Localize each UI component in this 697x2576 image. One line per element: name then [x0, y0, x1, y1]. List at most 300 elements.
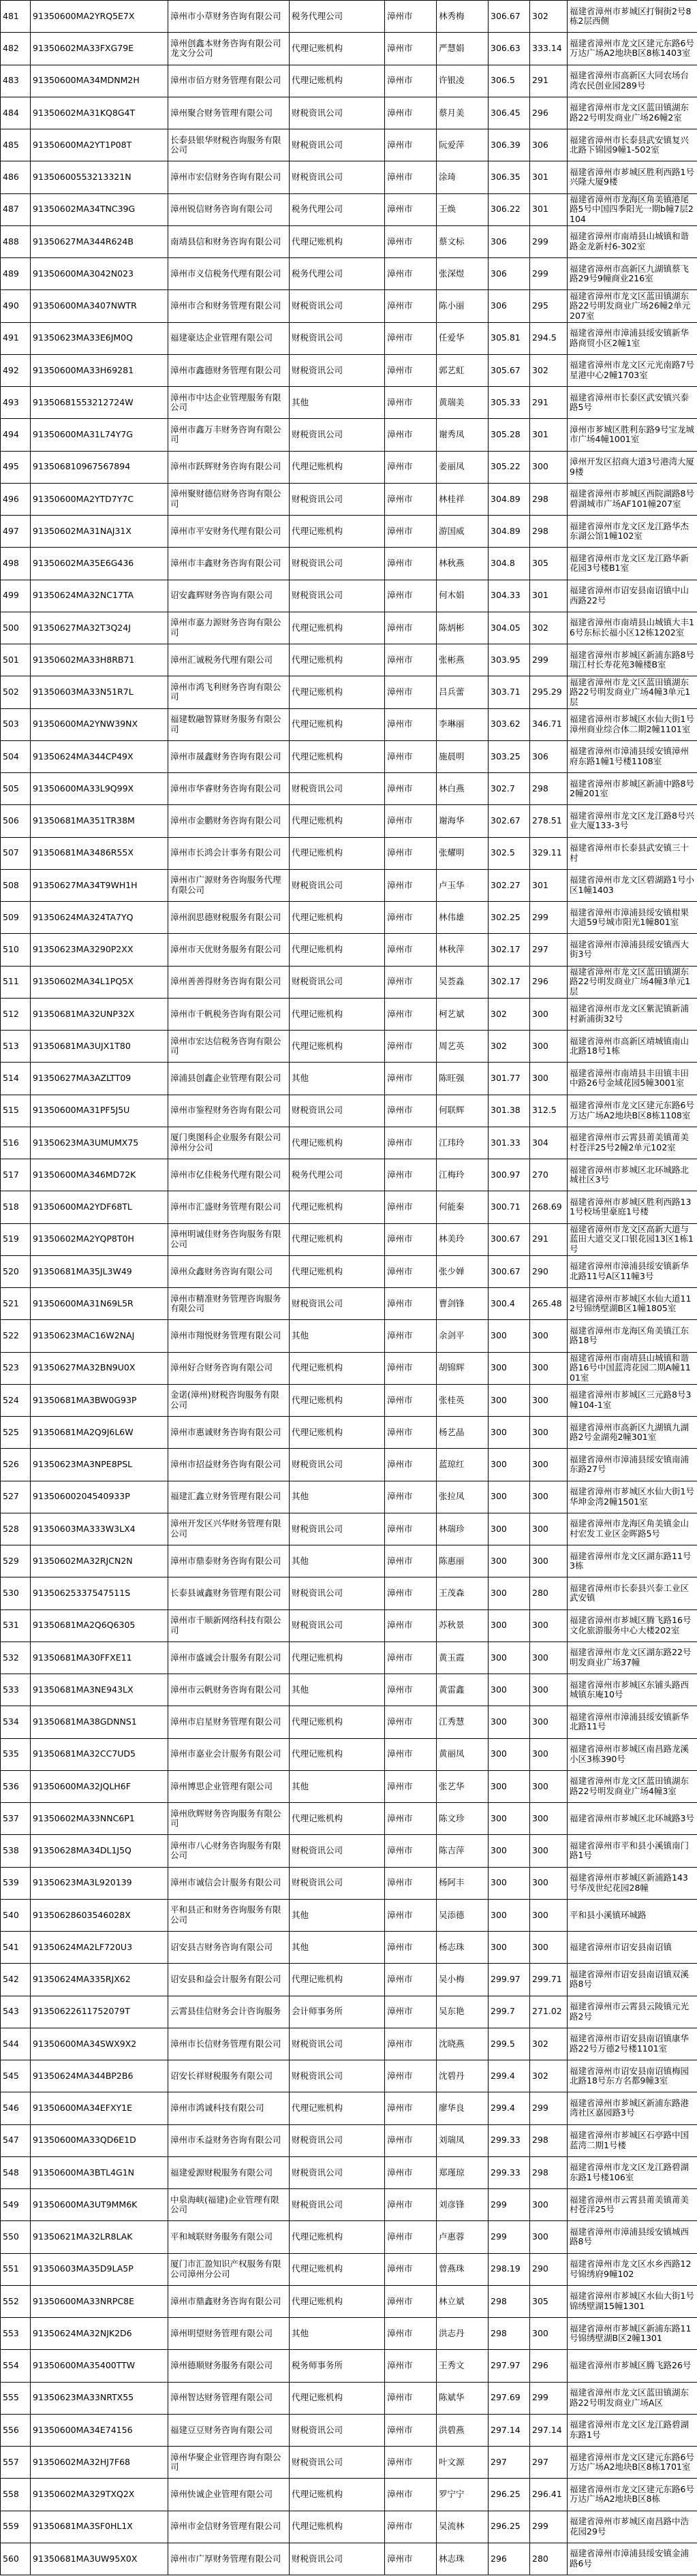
- city-text: 漳州市: [387, 1813, 413, 1823]
- score-text: 297: [491, 2457, 507, 2467]
- cell-contact-person: [437, 2543, 489, 2575]
- company-name-text: 诏安县和益会计服务有限公司: [170, 1975, 281, 1985]
- credit-code-text: 91350600MA34MDNM2H: [33, 76, 140, 86]
- address-text: 福建省漳州市云霄县莆美镇莆美村苍洋25号: [570, 2195, 690, 2215]
- score-text: 299.97: [491, 1975, 521, 1985]
- contact-person-text: 吴小梅: [439, 1975, 465, 1985]
- cell-score: [489, 612, 530, 644]
- cell-company-name: [168, 1223, 290, 1255]
- company-name-text: 漳州市嘉力源财务咨询有限公司: [170, 618, 281, 638]
- city-text: 漳州市: [387, 2232, 413, 2242]
- index-text: 546: [3, 2103, 19, 2114]
- index-text: 521: [3, 1298, 19, 1308]
- cell-score: [489, 2253, 530, 2285]
- cell-agency-type: [290, 1706, 385, 1738]
- cell-agency-type: [290, 1577, 385, 1609]
- cell-value: [530, 837, 568, 869]
- cell-city: [385, 1288, 437, 1320]
- cell-value: [530, 1964, 568, 1996]
- agency-type-text: 财税资讯公司: [292, 2167, 343, 2178]
- city-text: 漳州市: [387, 2264, 413, 2274]
- agency-type-text: 代理记账机构: [292, 2296, 343, 2306]
- table-row: [1, 1770, 697, 1802]
- contact-person-text: 曾燕珠: [439, 2264, 465, 2274]
- score-text: 300.97: [491, 1169, 521, 1180]
- score-text: 302.7: [491, 783, 515, 794]
- cell-address: [568, 837, 697, 869]
- cell-score: [489, 1384, 530, 1416]
- cell-address: [568, 1642, 697, 1674]
- contact-person-text: 江梅玲: [439, 1169, 465, 1180]
- cell-agency-type: [290, 2221, 385, 2253]
- address-text: 福建省漳州市高新区靖城镇南山北路18号1栋: [570, 1036, 690, 1056]
- cell-score: [489, 2543, 530, 2575]
- score-text: 302.25: [491, 912, 521, 922]
- cell-address: [568, 1352, 697, 1384]
- cell-company-name: [168, 33, 290, 65]
- company-name-text: 漳州欣辉财务咨询服务有限公司: [170, 1808, 281, 1829]
- contact-person-text: 陈小丽: [439, 301, 465, 311]
- credit-code-text: 91350681MA3BW0G93P: [33, 1395, 137, 1405]
- agency-type-text: 财税资讯公司: [292, 2425, 343, 2435]
- table-row: [1, 1706, 697, 1738]
- address-text: 福建省漳州市漳浦县绥安镇新华北路11号: [570, 1712, 690, 1732]
- table-row: [1, 580, 697, 612]
- credit-code-text: 91350625337547511S: [33, 1588, 131, 1599]
- index-text: 532: [3, 1652, 19, 1663]
- cell-contact-person: [437, 1609, 489, 1642]
- cell-company-name: [168, 902, 290, 934]
- credit-code-text: 91350603MA33N51R7L: [33, 687, 134, 697]
- cell-credit-code: [31, 1609, 168, 1642]
- cell-value: [530, 2124, 568, 2156]
- cell-company-name: [168, 2543, 290, 2575]
- cell-company-name: [168, 1513, 290, 1545]
- address-text: 福建省漳州市龙海区角美镇江东路18号: [570, 1325, 690, 1346]
- agency-type-text: 代理记账机构: [292, 945, 343, 955]
- index-text: 494: [3, 430, 19, 440]
- cell-agency-type: [290, 1352, 385, 1384]
- cell-score: [489, 1545, 530, 1577]
- address-text: 福建省漳州市芗城区南昌路龙溪小区3栋390号: [570, 1744, 690, 1764]
- cell-contact-person: [437, 2285, 489, 2317]
- cell-score: [489, 483, 530, 515]
- cell-agency-type: [290, 1609, 385, 1642]
- table-row: [1, 483, 697, 515]
- cell-score: [489, 65, 530, 97]
- credit-code-text: 91350623MA33NRTX55: [33, 2393, 134, 2403]
- value-text: 302: [532, 11, 548, 21]
- contact-person-text: 郑瑾琼: [439, 2167, 465, 2178]
- table-row: [1, 2511, 697, 2543]
- index-text: 534: [3, 1717, 19, 1727]
- cell-credit-code: [31, 2221, 168, 2253]
- cell-agency-type: [290, 2414, 385, 2446]
- cell-index: [1, 161, 31, 193]
- cell-score: [489, 2189, 530, 2221]
- table-row: [1, 966, 697, 998]
- cell-company-name: [168, 1481, 290, 1513]
- company-name-text: 漳州市汇盛财务管理有限公司: [170, 1202, 281, 1212]
- cell-contact-person: [437, 483, 489, 515]
- score-text: 300: [491, 1524, 507, 1534]
- table-row: [1, 1417, 697, 1449]
- table-row: [1, 1159, 697, 1191]
- cell-contact-person: [437, 2479, 489, 2511]
- address-text: 福建省漳州市芗城区新浦路143号华茂世纪花园28幢: [570, 1873, 688, 1893]
- cell-agency-type: [290, 451, 385, 483]
- score-text: 304.89: [491, 526, 521, 536]
- cell-city: [385, 1932, 437, 1964]
- city-text: 漳州市: [387, 1524, 413, 1534]
- cell-credit-code: [31, 322, 168, 354]
- cell-address: [568, 1417, 697, 1449]
- cell-address: [568, 1159, 697, 1191]
- table-row: [1, 1223, 697, 1255]
- company-name-text: 漳州市晟鑫财务咨询有限公司: [170, 751, 281, 761]
- agency-type-text: 财税资讯公司: [292, 1460, 343, 1470]
- cell-credit-code: [31, 1996, 168, 2028]
- contact-person-text: 王茂森: [439, 1588, 465, 1599]
- value-text: 300: [532, 1942, 548, 1952]
- city-text: 漳州市: [387, 526, 413, 536]
- cell-agency-type: [290, 2092, 385, 2124]
- city-text: 漳州市: [387, 108, 413, 118]
- cell-score: [489, 1738, 530, 1770]
- cell-contact-person: [437, 708, 489, 740]
- cell-agency-type: [290, 97, 385, 129]
- score-text: 300: [491, 1460, 507, 1470]
- cell-value: [530, 2414, 568, 2446]
- value-text: 299: [532, 236, 548, 247]
- city-text: 漳州市: [387, 2135, 413, 2146]
- value-text: 295.29: [532, 687, 562, 697]
- score-text: 299.7: [491, 2007, 515, 2017]
- cell-city: [385, 676, 437, 708]
- index-text: 549: [3, 2199, 19, 2210]
- cell-index: [1, 966, 31, 998]
- cell-contact-person: [437, 1513, 489, 1545]
- cell-contact-person: [437, 1031, 489, 1063]
- index-text: 554: [3, 2361, 19, 2371]
- cell-company-name: [168, 2350, 290, 2382]
- cell-score: [489, 837, 530, 869]
- address-text: 福建省漳州市芗城区新浦东路港湾社区嘉园路3号: [570, 2098, 690, 2118]
- cell-address: [568, 1964, 697, 1996]
- cell-city: [385, 2253, 437, 2285]
- cell-value: [530, 1095, 568, 1127]
- contact-person-text: 吴添德: [439, 1910, 465, 1920]
- value-text: 298: [532, 2135, 548, 2146]
- agency-type-text: 财税资讯公司: [292, 2039, 343, 2049]
- score-text: 299.33: [491, 2135, 521, 2146]
- city-text: 漳州市: [387, 2039, 413, 2049]
- cell-score: [489, 1674, 530, 1706]
- cell-index: [1, 2318, 31, 2350]
- address-text: 福建省漳州市龙文区蓝田镇湖东路22号明发商业广场4幢3单元1层: [570, 967, 691, 996]
- contact-person-text: 罗宁宁: [439, 2489, 465, 2500]
- contact-person-text: 林秋萍: [439, 945, 465, 955]
- value-text: 300: [532, 1331, 548, 1341]
- cell-index: [1, 740, 31, 772]
- table-row: [1, 1996, 697, 2028]
- cell-credit-code: [31, 1577, 168, 1609]
- cell-city: [385, 644, 437, 676]
- cell-index: [1, 322, 31, 354]
- index-text: 545: [3, 2071, 19, 2081]
- cell-index: [1, 773, 31, 805]
- contact-person-text: 游国威: [439, 526, 465, 536]
- cell-score: [489, 1320, 530, 1352]
- credit-code-text: 91350623MA3290P2XX: [33, 945, 134, 955]
- cell-company-name: [168, 2156, 290, 2188]
- cell-score: [489, 740, 530, 772]
- credit-code-text: 91350681MA3SF0HL1X: [33, 2522, 133, 2532]
- cell-index: [1, 644, 31, 676]
- address-text: 福建省漳州市南靖县山城镇和谐路金龙新村6-302室: [570, 232, 690, 251]
- cell-address: [568, 966, 697, 998]
- cell-city: [385, 2060, 437, 2092]
- city-text: 漳州市: [387, 333, 413, 343]
- cell-credit-code: [31, 1738, 168, 1770]
- company-name-text: 漳州博思企业管理有限公司: [170, 1781, 273, 1791]
- cell-contact-person: [437, 1320, 489, 1352]
- cell-score: [489, 1223, 530, 1255]
- company-name-text: 金诺(漳州)财税咨询服务有限公司: [170, 1390, 279, 1410]
- table-row: [1, 97, 697, 129]
- cell-city: [385, 1127, 437, 1159]
- agency-type-text: 代理记账机构: [292, 2522, 343, 2532]
- city-text: 漳州市: [387, 1266, 413, 1276]
- agency-type-text: 税务代理公司: [292, 268, 343, 279]
- agency-type-text: 代理记账机构: [292, 1363, 343, 1373]
- agency-type-text: 财税资讯公司: [292, 365, 343, 375]
- cell-contact-person: [437, 1255, 489, 1287]
- company-name-text: 平和县正和财务咨询服务有限公司: [170, 1905, 281, 1925]
- cell-index: [1, 483, 31, 515]
- cell-agency-type: [290, 2124, 385, 2156]
- index-text: 556: [3, 2425, 19, 2435]
- contact-person-text: 苏秋景: [439, 1620, 465, 1631]
- cell-value: [530, 1481, 568, 1513]
- cell-index: [1, 1674, 31, 1706]
- cell-index: [1, 1738, 31, 1770]
- cell-value: [530, 1352, 568, 1384]
- agency-type-text: 代理记账机构: [292, 1395, 343, 1405]
- score-text: 300.4: [491, 1298, 515, 1308]
- cell-contact-person: [437, 2253, 489, 2285]
- index-text: 505: [3, 783, 19, 794]
- cell-contact-person: [437, 2447, 489, 2479]
- cell-company-name: [168, 676, 290, 708]
- address-text: 福建省漳州市龙文区蓝田镇湖东路22号明发商业广场4幢3单元1层: [570, 677, 691, 707]
- cell-contact-person: [437, 966, 489, 998]
- cell-credit-code: [31, 580, 168, 612]
- contact-person-text: 洪志丹: [439, 2328, 465, 2338]
- city-text: 漳州市: [387, 880, 413, 890]
- score-text: 300.67: [491, 1266, 521, 1276]
- value-text: 294.5: [532, 333, 557, 343]
- cell-value: [530, 1063, 568, 1095]
- table-row: [1, 1545, 697, 1577]
- cell-company-name: [168, 1642, 290, 1674]
- credit-code-text: 91350602MA33FXG79E: [33, 44, 134, 54]
- address-text: 福建省漳州市芗城区三元路8号3幢104-1室: [570, 1390, 692, 1410]
- cell-city: [385, 225, 437, 257]
- address-text: 福建省漳州市芗城区西院湖路8号碧湖城市广场AF101幢207室: [570, 489, 694, 509]
- cell-score: [489, 1899, 530, 1931]
- cell-address: [568, 1127, 697, 1159]
- city-text: 漳州市: [387, 719, 413, 729]
- value-text: 265.48: [532, 1298, 562, 1308]
- value-text: 302: [532, 2039, 548, 2049]
- cell-credit-code: [31, 1770, 168, 1802]
- cell-contact-person: [437, 97, 489, 129]
- cell-score: [489, 225, 530, 257]
- credit-code-text: 91350600MA3042N023: [33, 268, 134, 279]
- company-name-text: 漳州市平安财务代理有限公司: [170, 526, 281, 536]
- table-row: [1, 1449, 697, 1481]
- credit-code-text: 91350623MA3NPE8PSL: [33, 1460, 133, 1470]
- city-text: 漳州市: [387, 365, 413, 375]
- cell-city: [385, 2285, 437, 2317]
- credit-code-text: 91350602MA33NNC6P1: [33, 1813, 135, 1823]
- table-row: [1, 1031, 697, 1063]
- table-row: [1, 740, 697, 772]
- contact-person-text: 曹剑锋: [439, 1298, 465, 1308]
- index-text: 528: [3, 1524, 19, 1534]
- cell-company-name: [168, 1803, 290, 1835]
- index-text: 523: [3, 1363, 19, 1373]
- table-row: [1, 1288, 697, 1320]
- index-text: 513: [3, 1041, 19, 1051]
- cell-score: [489, 1513, 530, 1545]
- address-text: 漳州开发区招商大道3号港湾大厦9楼: [570, 457, 694, 477]
- cell-credit-code: [31, 2124, 168, 2156]
- cell-credit-code: [31, 1127, 168, 1159]
- cell-city: [385, 1384, 437, 1416]
- city-text: 漳州市: [387, 559, 413, 569]
- city-text: 漳州市: [387, 1588, 413, 1599]
- contact-person-text: 黄玉霞: [439, 1652, 465, 1663]
- cell-contact-person: [437, 837, 489, 869]
- contact-person-text: 林志珠: [439, 2554, 465, 2564]
- address-text: 福建省漳州市龙文区龙江路华新花园3号楼B1室: [570, 553, 690, 574]
- cell-address: [568, 644, 697, 676]
- index-text: 552: [3, 2296, 19, 2306]
- cell-value: [530, 1255, 568, 1287]
- cell-value: [530, 1899, 568, 1931]
- cell-agency-type: [290, 966, 385, 998]
- value-text: 300: [532, 1846, 548, 1856]
- agency-type-text: 财税资讯公司: [292, 172, 343, 183]
- credit-code-text: 91350681MA3486R55X: [33, 848, 134, 858]
- cell-city: [385, 33, 437, 65]
- cell-credit-code: [31, 193, 168, 225]
- contact-person-text: 陈旺强: [439, 1073, 465, 1084]
- agency-type-text: 财税资讯公司: [292, 333, 343, 343]
- index-text: 498: [3, 559, 19, 569]
- value-text: 299.71: [532, 1975, 562, 1985]
- value-text: 300: [532, 1041, 548, 1051]
- credit-code-text: 91350623MA3UMUMX75: [33, 1137, 139, 1148]
- address-text: 福建省漳州市龙文区湖东路22号明发商业广场37幢: [570, 1648, 692, 1667]
- agency-type-text: 代理记账机构: [292, 44, 343, 54]
- company-name-text: 漳州市鼎鑫财务咨询有限公司: [170, 2296, 281, 2306]
- cell-company-name: [168, 580, 290, 612]
- cell-city: [385, 966, 437, 998]
- cell-address: [568, 2382, 697, 2414]
- cell-city: [385, 129, 437, 161]
- credit-code-text: 91350681MA35JL3W49: [33, 1266, 132, 1276]
- score-text: 300: [491, 1331, 507, 1341]
- contact-person-text: 何能秦: [439, 1202, 465, 1212]
- table-row: [1, 998, 697, 1030]
- cell-index: [1, 2479, 31, 2511]
- cell-agency-type: [290, 644, 385, 676]
- cell-index: [1, 1, 31, 33]
- cell-city: [385, 2414, 437, 2446]
- cell-address: [568, 580, 697, 612]
- cell-contact-person: [437, 1481, 489, 1513]
- value-text: 346.71: [532, 719, 562, 729]
- city-text: 漳州市: [387, 848, 413, 858]
- city-text: 漳州市: [387, 1073, 413, 1084]
- cell-agency-type: [290, 1255, 385, 1287]
- cell-agency-type: [290, 1932, 385, 1964]
- value-text: 300: [532, 2232, 548, 2242]
- cell-agency-type: [290, 1127, 385, 1159]
- cell-address: [568, 2060, 697, 2092]
- cell-company-name: [168, 1159, 290, 1191]
- cell-credit-code: [31, 65, 168, 97]
- address-text: 福建省漳州市芗城区胜利西路131号校场里豪庭1号楼: [570, 1197, 692, 1217]
- cell-address: [568, 2447, 697, 2479]
- city-text: 漳州市: [387, 1234, 413, 1244]
- contact-person-text: 吕兵蕾: [439, 687, 465, 697]
- address-text: 福建省漳州市芗城区胜利西路1号兴隆大厦9楼: [570, 167, 694, 187]
- index-text: 548: [3, 2167, 19, 2178]
- index-text: 515: [3, 1105, 19, 1116]
- cell-address: [568, 2350, 697, 2382]
- cell-city: [385, 1352, 437, 1384]
- value-text: 300: [532, 462, 548, 472]
- address-text: 福建省漳州市诏安县南诏镇梅园北路18号东方名都9幢3室: [570, 2066, 690, 2086]
- index-text: 489: [3, 268, 19, 279]
- cell-credit-code: [31, 1095, 168, 1127]
- cell-city: [385, 2447, 437, 2479]
- cell-company-name: [168, 1996, 290, 2028]
- cell-city: [385, 1481, 437, 1513]
- cell-contact-person: [437, 1545, 489, 1577]
- cell-address: [568, 2543, 697, 2575]
- cell-index: [1, 258, 31, 290]
- credit-code-text: 91350623MAC16W2NAJ: [33, 1331, 135, 1341]
- cell-index: [1, 580, 31, 612]
- cell-address: [568, 2156, 697, 2188]
- cell-score: [489, 2479, 530, 2511]
- company-name-text: 福建爱源财税服务有限公司: [170, 2167, 273, 2178]
- contact-person-text: 刘彦锋: [439, 2199, 465, 2210]
- table-row: [1, 1352, 697, 1384]
- cell-address: [568, 1223, 697, 1255]
- company-name-text: 漳州市宏信财务咨询有限公司: [170, 172, 281, 183]
- address-text: 福建省漳州市龙文区建元东路6号万达广场A2地块B区8栋1403室: [570, 38, 694, 59]
- agency-type-text: 其他: [292, 1684, 309, 1695]
- contact-person-text: 王焕: [439, 204, 456, 215]
- cell-city: [385, 2382, 437, 2414]
- score-text: 300: [491, 1878, 507, 1888]
